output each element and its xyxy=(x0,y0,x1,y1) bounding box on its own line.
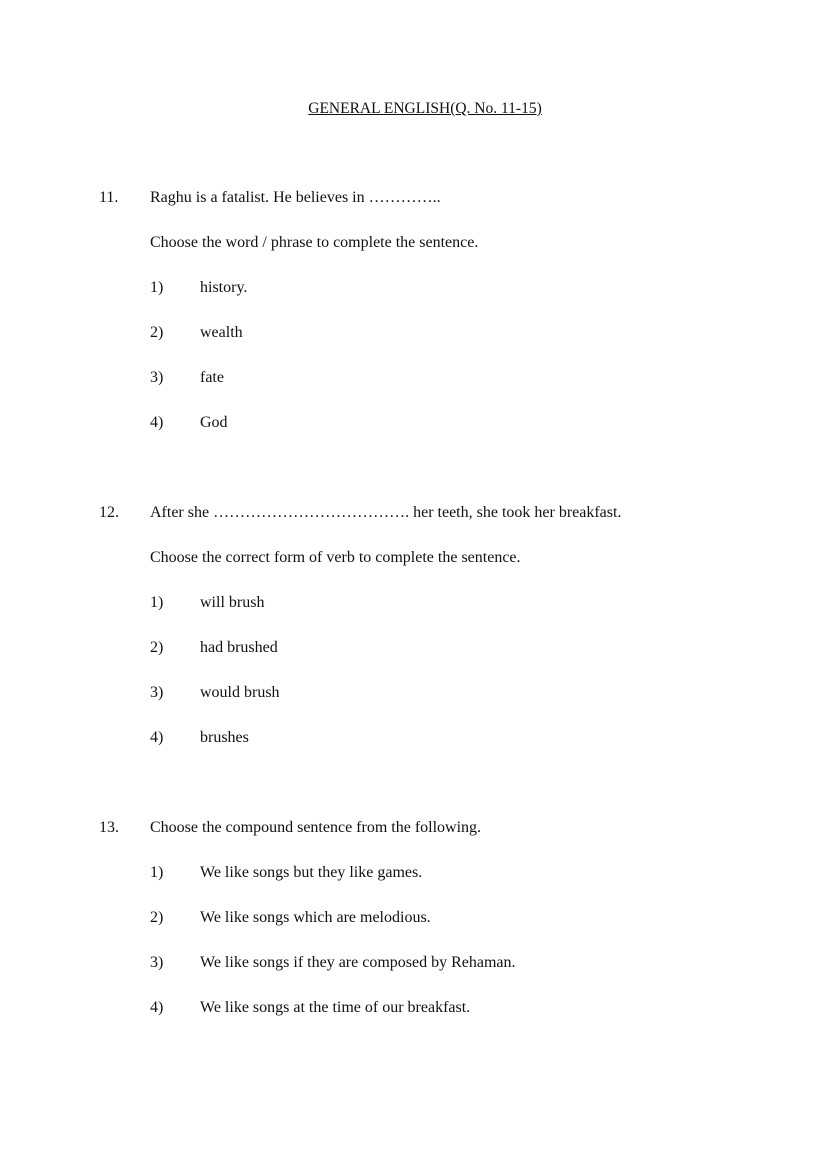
option-label: 2) xyxy=(150,639,164,656)
option-text: God xyxy=(200,414,228,431)
option-label: 1) xyxy=(150,864,164,881)
option-text: would brush xyxy=(200,684,280,701)
question-number: 12. xyxy=(99,504,119,521)
option-label: 1) xyxy=(150,279,164,296)
option-text: brushes xyxy=(200,729,249,746)
option-text: We like songs but they like games. xyxy=(200,864,423,881)
option-label: 3) xyxy=(150,369,164,386)
question-instruction: Choose the word / phrase to complete the sentence. xyxy=(150,234,479,251)
page-title: GENERAL ENGLISH(Q. No. 11-15) xyxy=(308,100,542,117)
question-text: After she ………………………………. her teeth, she took her breakfast. xyxy=(150,504,622,521)
option-text: We like songs if they are composed by Rehaman. xyxy=(200,954,516,971)
option-label: 2) xyxy=(150,909,164,926)
option-label: 4) xyxy=(150,414,164,431)
option-text: history. xyxy=(200,279,248,296)
option-text: fate xyxy=(200,369,224,386)
option-text: We like songs at the time of our breakfast. xyxy=(200,999,471,1016)
option-label: 3) xyxy=(150,954,164,971)
question-instruction: Choose the correct form of verb to complete the sentence. xyxy=(150,549,521,566)
option-text: will brush xyxy=(200,594,265,611)
question-number: 13. xyxy=(99,819,119,836)
option-text: We like songs which are melodious. xyxy=(200,909,431,926)
option-label: 4) xyxy=(150,999,164,1016)
question-text: Raghu is a fatalist. He believes in ………….. xyxy=(150,189,441,206)
option-text: had brushed xyxy=(200,639,278,656)
question-number: 11. xyxy=(99,189,119,206)
option-label: 1) xyxy=(150,594,164,611)
option-label: 2) xyxy=(150,324,164,341)
option-label: 3) xyxy=(150,684,164,701)
option-label: 4) xyxy=(150,729,164,746)
option-text: wealth xyxy=(200,324,243,341)
question-text: Choose the compound sentence from the following. xyxy=(150,819,482,836)
